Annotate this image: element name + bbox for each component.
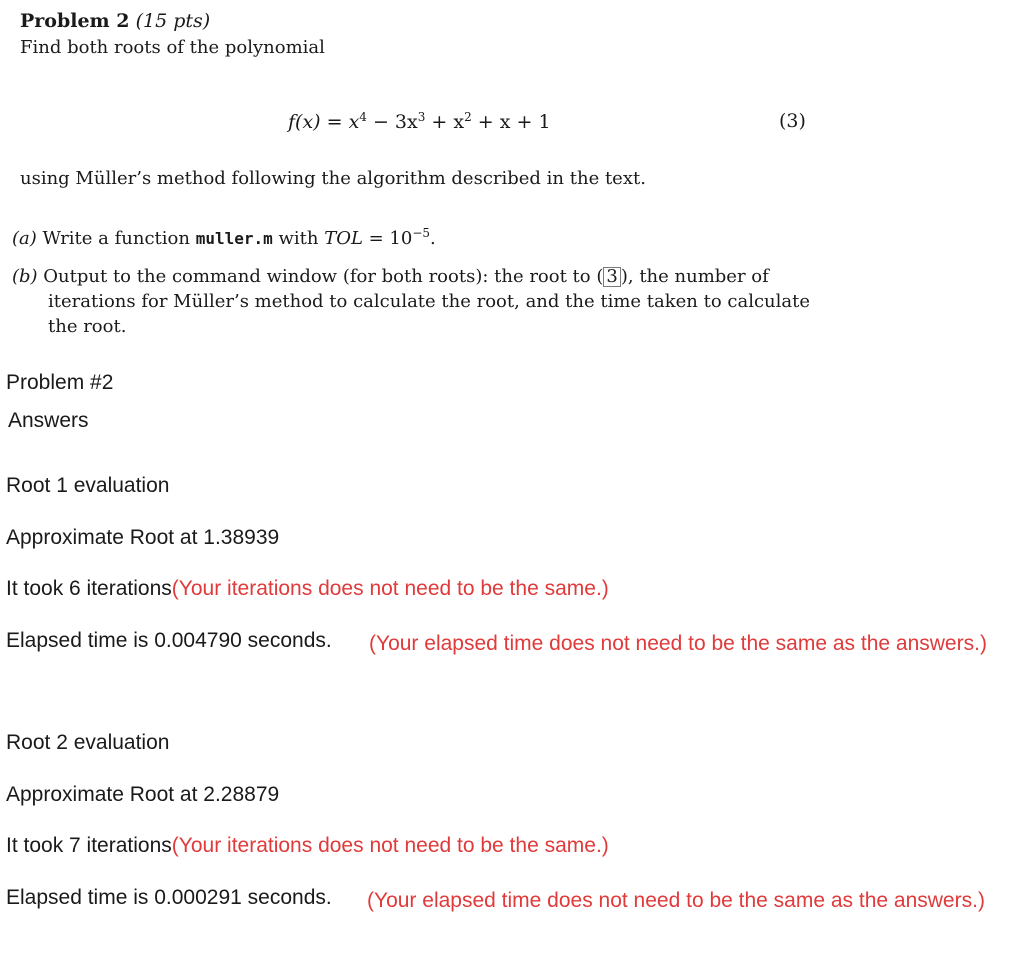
root-2-iterations-note: (Your iterations does not need to be the same.) (171, 834, 609, 857)
problem-title (20, 10, 210, 32)
tolerance-exponent: −5 (412, 226, 431, 240)
root-1-elapsed-text: Elapsed time is 0.004790 seconds. (6, 629, 332, 652)
part-a-code: muller.m (195, 229, 273, 248)
answers-subheading: Answers (8, 409, 89, 432)
root-1-elapsed-note: (Your elapsed time does not need to be the same as the answers.) (369, 632, 987, 655)
equation-lhs: f(x) = (288, 111, 349, 133)
root-2-iterations-text: It took 7 iterations (6, 834, 172, 857)
part-b-line-1: (b) Output to the command window (for both roots): the root to ( 3 ), the number of (12, 266, 769, 287)
tolerance-value: = 10 (362, 228, 413, 249)
problem-intro: Find both roots of the polynomial (20, 37, 325, 58)
part-b-text-1-after: , the number of (627, 266, 769, 287)
root-1-title: Root 1 evaluation (6, 474, 170, 497)
root-1-iterations-text: It took 6 iterations (6, 577, 172, 600)
answers-heading: Problem #2 (6, 371, 114, 394)
root-2-elapsed-text: Elapsed time is 0.000291 seconds. (6, 886, 332, 909)
polynomial-equation (288, 110, 551, 133)
equation-exp-2: 3 (417, 110, 426, 124)
root-1-iterations-note: (Your iterations does not need to be the same.) (171, 577, 609, 600)
root-1-iterations (6, 577, 609, 601)
root-2-elapsed (6, 886, 332, 910)
tolerance-symbol: TOL (324, 228, 363, 249)
part-a-label: (a) (12, 228, 37, 249)
root-1-approx: Approximate Root at 1.38939 (6, 526, 280, 549)
equation-term-4: + x + 1 (471, 111, 551, 133)
equation-number: (3) (779, 110, 806, 132)
root-2-approx: Approximate Root at 2.28879 (6, 783, 280, 806)
part-a-end: . (430, 228, 436, 249)
equation-reference-link[interactable]: 3 (603, 267, 620, 287)
method-description: using Müller’s method following the algorithm described in the text. (20, 168, 646, 189)
part-a (12, 226, 436, 249)
problem-points: (15 pts) (135, 10, 211, 32)
part-b-line-3: the root. (48, 316, 127, 337)
equation-exp-1: 4 (359, 110, 367, 124)
root-2-title: Root 2 evaluation (6, 731, 170, 754)
part-a-with: with (272, 228, 325, 249)
equation-term-1: x (348, 111, 360, 133)
root-1-elapsed (6, 629, 332, 653)
part-b-text-1: Output to the command window (for both roots): the root to (37, 266, 597, 287)
part-b-line-2: iterations for Müller’s method to calculate the root, and the time taken to calculate (48, 291, 811, 312)
problem-title-label: Problem 2 (20, 10, 130, 32)
root-2-iterations (6, 834, 609, 858)
equation-term-3: + x (425, 111, 465, 133)
root-2-elapsed-note: (Your elapsed time does not need to be the same as the answers.) (367, 889, 985, 912)
equation-term-2: − 3x (366, 111, 418, 133)
part-b-label: (b) (12, 266, 38, 287)
equation-exp-3: 2 (464, 110, 472, 124)
part-a-text: Write a function (36, 228, 196, 249)
